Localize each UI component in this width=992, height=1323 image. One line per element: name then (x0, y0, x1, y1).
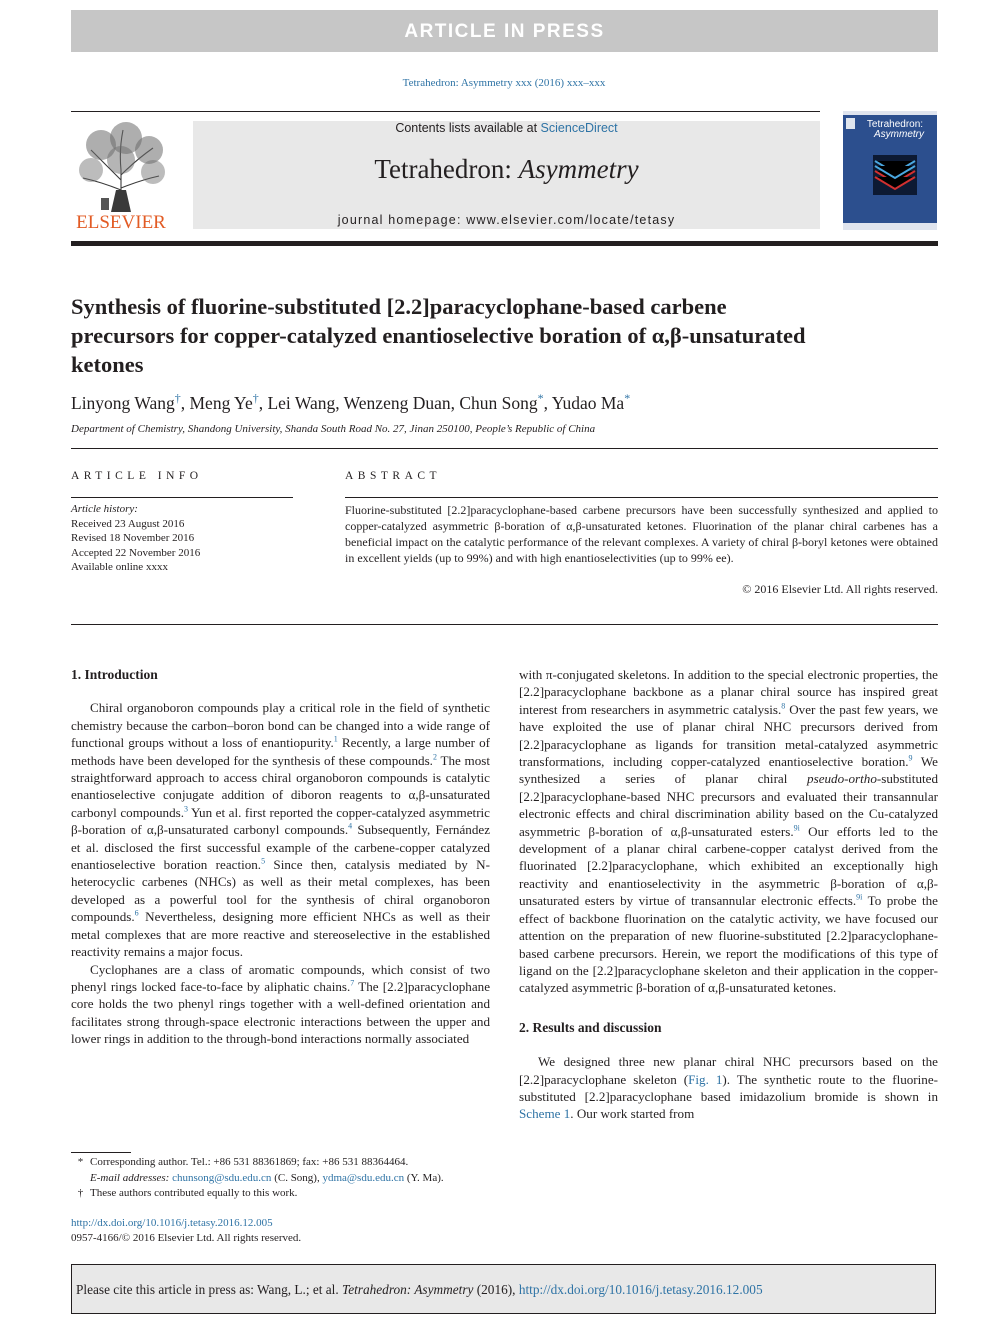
abstract-text: Fluorine-substituted [2.2]paracyclophane-based carbene precursors have been successfully synthesized and applied to copper-catalyzed asymmetric β-boration of α,β-unsaturated ketones. Fluorination of the planar chiral carbenes has a beneficial impact on the catalytic performance of the relevant complexes. A variety of chiral β-boryl ketones were obtained in excellent yields (up to 99%) and with high enantioselectivities (up to 99% ee). (345, 503, 938, 565)
abstract-heading: ABSTRACT (345, 470, 442, 482)
section-heading-results: 2. Results and discussion (519, 1019, 662, 1035)
citation-ref[interactable]: 2 (432, 752, 437, 762)
paragraph: Chiral organoboron compounds play a critical role in the field of synthetic chemistry because the carbon–boron bond can be changed into a wide range of functional groups without a loss of enantiopurity.$^1$ Recently, a large number of methods have been developed for the synthesis of these compounds.$^2$ The most straightforward approach to access chiral organoboron compounds is catalytic enantioselective conjugate addition of diboron reagents to α,β-unsaturated carbonyl compounds.$^3$ Yun et al. first reported the copper-catalyzed asymmetric β-boration of α,β-unsaturated carbonyl compounds.$^4$ Subsequently, Fernández et al. disclosed the first successful example of the carbene-copper catalyzed enantioselective boration reaction.$^5$ Since then, catalysis mediated by N-heterocyclic carbenes (NHCs) as well as their metal complexes, has been developed as a powerful tool for the synthesis of chiral organoboron compounds.$^6$ Nevertheless, designing more efficient NHCs as well as their metal complexes that are more reactive and stereoselective in the established reactivity remains a major focus. (71, 700, 491, 960)
divider (71, 624, 938, 625)
doi-block: http://dx.doi.org/10.1016/j.tetasy.2016.12.005 0957-4166/© 2016 Elsevier Ltd. All rights reserved. (71, 1216, 491, 1245)
author-name[interactable]: Yudao Ma (551, 392, 625, 413)
citation-ref[interactable]: 8 (781, 701, 786, 711)
figure-link[interactable]: Fig. 1 (688, 1071, 723, 1087)
paragraph: with π-conjugated skeletons. In addition to the special electronic properties, the [2.2]paracyclophane backbone as a planar chiral source has inspired great interest from researchers in asymmetric catalysis.$^8$ Over the past few years, we have exploited the use of planar chiral NHC precursors derived from [2.2]paracyclophane as ligands for transition metal-catalyzed asymmetric transformations, including copper-catalyzed enantioselective boration.$^9$ We synthesized a series of planar chiral pseudo-ortho-substituted [2.2]paracyclophane-based NHC precursors and evaluated their transannular electronic effects and chiral discrimination ability based on the Cu-catalyzed asymmetric β-boration of α,β-unsaturated esters.$^{9i}$ Our efforts led to the development of a planar chiral carbene-copper catalyst derived from the fluorinated [2.2]paracyclophane, which exhibited an exceptionally high reactivity and enantioselectivity in the asymmetric β-boration of α,β-unsaturated esters by virtue of transannular electronic effects.$^{9i}$ To probe the effect of backbone fluorination on the catalytic activity, we have focused our attention on the preparation of new fluorine-substituted [2.2]paracyclophane-based carbene precursors. Herein, we report the modifications of this type of ligand on the [2.2]paracyclophane skeleton and their application in the copper-catalyzed asymmetric β-boration of α,β-unsaturated ketones. (519, 667, 938, 996)
affiliation: Department of Chemistry, Shandong University, Shanda South Road No. 27, Jinan 250100, People’s Republic of China (71, 423, 596, 435)
journal-title: Tetrahedron: Asymmetry (374, 154, 639, 184)
cite-this-article-box: Please cite this article in press as: Wang, L.; et al. Tetrahedron: Asymmetry (2016), http://dx.doi.org/10.1016/j.tetasy.2016.12.005 (71, 1264, 936, 1314)
journal-citation-line[interactable]: Tetrahedron: Asymmetry xxx (2016) xxx–xxx (402, 77, 606, 89)
article-history: Article history: Received 23 August 2016 Revised 18 November 2016 Accepted 22 November 2016 Available online xxxx (71, 503, 201, 573)
svg-text:ELSEVIER: ELSEVIER (76, 212, 166, 232)
journal-cover-image[interactable] (843, 111, 937, 230)
author-name[interactable]: Lei Wang (267, 392, 336, 413)
citation-ref[interactable]: 6 (134, 908, 139, 918)
abstract-copyright: © 2016 Elsevier Ltd. All rights reserved. (742, 582, 938, 596)
header-top-rule (71, 111, 820, 112)
citation-ref[interactable]: 9i (793, 823, 800, 833)
divider (71, 448, 938, 449)
svg-text:Asymmetry: Asymmetry (874, 129, 924, 140)
doi-link[interactable]: http://dx.doi.org/10.1016/j.tetasy.2016.12.005 (71, 1217, 273, 1229)
article-in-press-banner: ARTICLE IN PRESS (71, 10, 938, 52)
footnote-divider (71, 1152, 131, 1153)
paragraph: Cyclophanes are a class of aromatic compounds, which consist of two phenyl rings locked face-to-face by aliphatic chains.$^7$ The [2.2]paracyclophane core holds the two phenyl rings together with a well-defined orientation and facilitates strong through-space electronic interactions between the upper and lower rings in addition to the through-bond interactions normally associated (71, 961, 491, 1047)
author-mark[interactable]: † (252, 391, 259, 405)
author-name[interactable]: Meng Ye (189, 392, 253, 413)
email-link[interactable]: ydma@sdu.edu.cn (322, 1171, 405, 1184)
author-name[interactable]: Wenzeng Duan (343, 392, 451, 413)
scheme-link[interactable]: Scheme 1 (519, 1106, 571, 1122)
citation-ref[interactable]: 3 (184, 804, 188, 814)
left-column (71, 666, 490, 1048)
author-mark[interactable]: † (174, 391, 181, 405)
citation-ref[interactable]: 7 (350, 978, 355, 988)
article-title: Synthesis of fluorine-substituted [2.2]paracyclophane-based carbene precursors for copper-catalyzed enantioselective boration of α,β-unsaturated ketones (71, 294, 806, 377)
author-mark[interactable]: * (537, 391, 544, 405)
author-name[interactable]: Linyong Wang (71, 392, 175, 413)
citation-ref[interactable]: 1 (333, 734, 338, 744)
footnotes: * Corresponding author. Tel.: +86 531 88361869; fax: +86 531 88364464. E-mail addresses: chunsong@sdu.edu.cn (C. Song), ydma@sdu.edu.cn (Y. Ma). † These authors contributed equally to this work. (77, 1156, 444, 1199)
author-list: Linyong Wang†, Meng Ye†, Lei Wang, Wenzeng Duan, Chun Song*, Yudao Ma* (71, 391, 631, 413)
citation-ref[interactable]: 4 (348, 821, 353, 831)
cite-doi-link[interactable]: http://dx.doi.org/10.1016/j.tetasy.2016.12.005 (518, 1282, 763, 1297)
divider (71, 497, 293, 498)
email-link[interactable]: chunsong@sdu.edu.cn (172, 1171, 272, 1184)
paragraph: We designed three new planar chiral NHC precursors based on the [2.2]paracyclophane skeleton (Fig. 1). The synthetic route to the fluorine-substituted [2.2]paracyclophane based imidazolium bromide is shown in Scheme 1. Our work started from (519, 1054, 939, 1122)
author-name[interactable]: Chun Song (459, 392, 538, 413)
article-info-heading: ARTICLE INFO (71, 470, 203, 482)
sciencedirect-link[interactable]: ScienceDirect (540, 121, 618, 135)
journal-homepage[interactable]: journal homepage: www.elsevier.com/locate/tetasy (337, 213, 676, 227)
citation-ref[interactable]: 9i (856, 892, 863, 902)
citation-ref[interactable]: 9 (908, 753, 913, 763)
divider (345, 497, 938, 498)
elsevier-logo[interactable] (71, 120, 171, 232)
citation-ref[interactable]: 5 (261, 856, 266, 866)
elsevier-tree-icon (71, 120, 171, 232)
header-bottom-rule (71, 241, 938, 246)
right-column (519, 666, 938, 1123)
section-heading-introduction: 1. Introduction (71, 667, 158, 682)
author-mark[interactable]: * (624, 391, 631, 405)
contents-lists-line: Contents lists available at ScienceDirect (395, 121, 618, 135)
svg-text:Tetrahedron:: Tetrahedron: (866, 119, 924, 130)
